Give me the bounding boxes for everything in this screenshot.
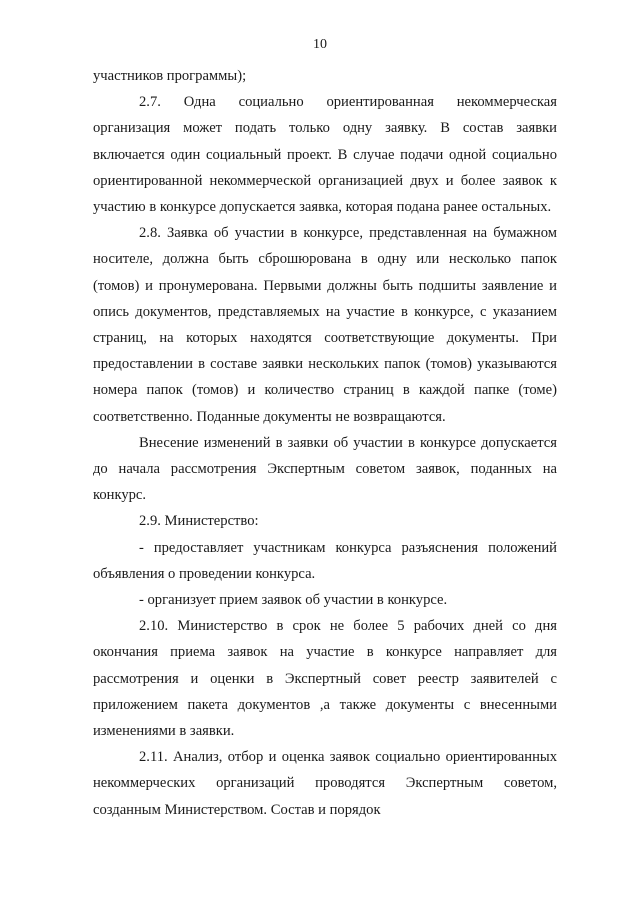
paragraph-2-9: 2.9. Министерство:	[139, 513, 259, 530]
page-number: 10	[313, 37, 327, 52]
list-item-clarifications: - предоставляет участникам конкурса разъяснения положений объявления о проведении конкурса.	[93, 539, 557, 582]
paragraph-2-8: 2.8. Заявка об участии в конкурсе, представленная на бумажном носителе, должна быть сброшюрована в одну или несколько папок (томов) и пронумерована. Первыми должны быть подшиты заявление и опись документов, представляемых на участие в конкурсе, с указанием страниц, на которых находятся соответствующие документы. При предоставлении в составе заявки нескольких папок (томов) указываются номера папок (томов) и количество страниц в каждой папке (томе) соответственно. Поданные документы не возвращаются.	[93, 225, 557, 425]
paragraph-continuation: участников программы);	[93, 68, 247, 84]
document-body	[93, 63, 557, 823]
list-item-reception: - организует прием заявок об участии в конкурсе.	[139, 592, 448, 609]
paragraph-amendments: Внесение изменений в заявки об участии в конкурсе допускается до начала рассмотрения Экспертным советом заявок, поданных на конкурс.	[93, 434, 557, 504]
paragraph-2-11: 2.11. Анализ, отбор и оценка заявок социально ориентированных некоммерческих организаций проводятся Экспертным советом, созданным Министерством. Состав и порядок	[93, 749, 557, 818]
paragraph-2-7: 2.7. Одна социально ориентированная некоммерческая организация может подать только одну заявку. В состав заявки включается один социальный проект. В случае подачи одной социально ориентированной некоммерческой организацией двух и более заявок к участию в конкурсе допускается заявка, которая подана ранее остальных.	[93, 94, 557, 216]
paragraph-2-10: 2.10. Министерство в срок не более 5 рабочих дней со дня окончания приема заявок на участие в конкурсе направляет для рассмотрения и оценки в Экспертный совет реестр заявителей с приложением пакета документов ,а также документы с внесенными изменениями в заявки.	[93, 618, 557, 740]
